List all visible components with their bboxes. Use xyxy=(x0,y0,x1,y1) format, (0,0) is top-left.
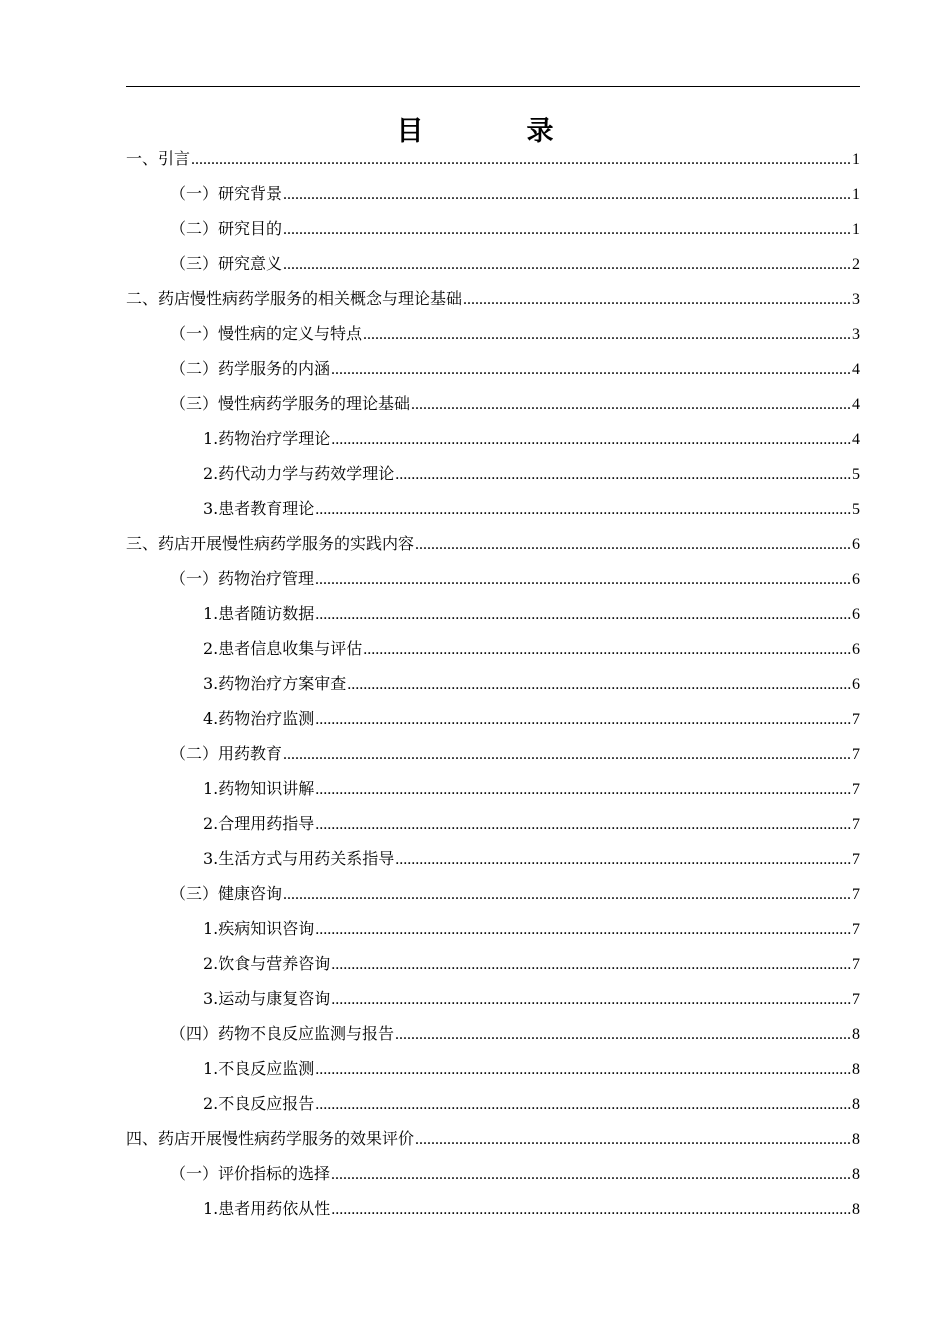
dot-leader xyxy=(363,317,851,352)
toc-entry-text: （一）慢性病的定义与特点 xyxy=(170,324,363,343)
toc-page-number: 7 xyxy=(852,816,860,833)
toc-page-number: 7 xyxy=(852,746,860,763)
toc-page-number: 7 xyxy=(852,851,860,868)
toc-entry-level-2[interactable] xyxy=(126,561,860,596)
toc-page-number: 6 xyxy=(852,571,860,588)
toc-entry-level-2[interactable] xyxy=(126,246,860,281)
toc-entry-text: 3.药物治疗方案审查 xyxy=(203,674,347,693)
toc-entry-level-2[interactable] xyxy=(126,736,860,771)
dot-leader xyxy=(315,1052,851,1087)
dot-leader xyxy=(331,352,851,387)
toc-entry-text: （三）研究意义 xyxy=(170,254,283,273)
toc-entry-text: （二）用药教育 xyxy=(170,744,283,763)
toc-entry-text: 1.不良反应监测 xyxy=(203,1059,315,1078)
toc-entry-level-3[interactable] xyxy=(126,491,860,526)
toc-entry-level-3[interactable] xyxy=(126,806,860,841)
dot-leader xyxy=(411,387,851,422)
toc-page-number: 7 xyxy=(852,711,860,728)
toc-page-number: 6 xyxy=(852,536,860,553)
dot-leader xyxy=(191,142,851,177)
dot-leader xyxy=(331,947,851,982)
toc-entry-text: 1.药物治疗学理论 xyxy=(203,429,331,448)
toc-page-number: 7 xyxy=(852,921,860,938)
toc-entry-level-3[interactable] xyxy=(126,1191,860,1226)
toc-entry-text: 三、药店开展慢性病药学服务的实践内容 xyxy=(126,534,415,553)
dot-leader xyxy=(331,1192,851,1227)
dot-leader xyxy=(283,877,851,912)
toc-page-number: 5 xyxy=(852,466,860,483)
toc-page-number: 8 xyxy=(852,1026,860,1043)
toc-entry-text: （一）药物治疗管理 xyxy=(170,569,315,588)
dot-leader xyxy=(315,562,851,597)
dot-leader xyxy=(283,247,851,282)
toc-entry-text: 四、药店开展慢性病药学服务的效果评价 xyxy=(126,1129,415,1148)
toc-entry-level-2[interactable] xyxy=(126,386,860,421)
dot-leader xyxy=(315,912,851,947)
toc-entry-level-3[interactable] xyxy=(126,911,860,946)
toc-entry-text: （三）健康咨询 xyxy=(170,884,283,903)
toc-entry-level-3[interactable] xyxy=(126,666,860,701)
dot-leader xyxy=(315,492,851,527)
toc-page-number: 2 xyxy=(852,256,860,273)
toc-page-number: 6 xyxy=(852,606,860,623)
toc-entry-level-3[interactable] xyxy=(126,421,860,456)
toc-entry-level-3[interactable] xyxy=(126,456,860,491)
toc-page-number: 1 xyxy=(852,221,860,238)
dot-leader xyxy=(315,597,851,632)
toc-entry-level-2[interactable] xyxy=(126,211,860,246)
toc-entry-text: （三）慢性病药学服务的理论基础 xyxy=(170,394,411,413)
toc-page-number: 7 xyxy=(852,781,860,798)
dot-leader xyxy=(283,737,851,772)
toc-entry-text: 4.药物治疗监测 xyxy=(203,709,315,728)
toc-entry-text: 3.患者教育理论 xyxy=(203,499,315,518)
toc-entry-level-1[interactable] xyxy=(126,1121,860,1156)
toc-entry-text: 二、药店慢性病药学服务的相关概念与理论基础 xyxy=(126,289,463,308)
toc-entry-text: （一）研究背景 xyxy=(170,184,283,203)
dot-leader xyxy=(315,772,851,807)
toc-page-number: 7 xyxy=(852,991,860,1008)
dot-leader xyxy=(315,807,851,842)
toc-page-number: 3 xyxy=(852,326,860,343)
toc-page-number: 1 xyxy=(852,151,860,168)
toc-entry-text: 1.患者随访数据 xyxy=(203,604,315,623)
dot-leader xyxy=(463,282,851,317)
toc-page-number: 1 xyxy=(852,186,860,203)
toc-entry-text: （一）评价指标的选择 xyxy=(170,1164,331,1183)
toc-page-number: 6 xyxy=(852,641,860,658)
toc-entry-text: 1.患者用药依从性 xyxy=(203,1199,331,1218)
toc-entry-text: 3.运动与康复咨询 xyxy=(203,989,331,1008)
toc-entry-level-1[interactable] xyxy=(126,141,860,176)
toc-entry-level-3[interactable] xyxy=(126,1086,860,1121)
toc-page-number: 7 xyxy=(852,956,860,973)
toc-entry-level-2[interactable] xyxy=(126,351,860,386)
toc-entry-level-3[interactable] xyxy=(126,631,860,666)
toc-entry-level-3[interactable] xyxy=(126,981,860,1016)
toc-page-number: 6 xyxy=(852,676,860,693)
toc-entry-level-3[interactable] xyxy=(126,841,860,876)
toc-entry-level-3[interactable] xyxy=(126,771,860,806)
toc-page-number: 8 xyxy=(852,1061,860,1078)
dot-leader xyxy=(331,422,851,457)
toc-entry-level-3[interactable] xyxy=(126,596,860,631)
dot-leader xyxy=(395,842,851,877)
toc-entry-text: 2.不良反应报告 xyxy=(203,1094,315,1113)
dot-leader xyxy=(395,457,851,492)
dot-leader xyxy=(283,177,851,212)
toc-entry-level-2[interactable] xyxy=(126,176,860,211)
toc-entry-text: （四）药物不良反应监测与报告 xyxy=(170,1024,395,1043)
toc-page-number: 4 xyxy=(852,361,860,378)
toc-entry-level-2[interactable] xyxy=(126,876,860,911)
toc-entry-text: 2.饮食与营养咨询 xyxy=(203,954,331,973)
dot-leader xyxy=(347,667,851,702)
toc-entry-text: 2.患者信息收集与评估 xyxy=(203,639,363,658)
toc-entry-level-1[interactable] xyxy=(126,526,860,561)
toc-entry-level-3[interactable] xyxy=(126,701,860,736)
dot-leader xyxy=(415,1122,851,1157)
toc-entry-text: （二）研究目的 xyxy=(170,219,283,238)
toc-page-number: 5 xyxy=(852,501,860,518)
toc-entry-level-2[interactable] xyxy=(126,316,860,351)
toc-entry-text: （二）药学服务的内涵 xyxy=(170,359,331,378)
dot-leader xyxy=(331,1157,851,1192)
toc-page-number: 8 xyxy=(852,1096,860,1113)
toc-page-number: 3 xyxy=(852,291,860,308)
table-of-contents xyxy=(126,141,860,1226)
toc-page-number: 7 xyxy=(852,886,860,903)
page-title: 目 录 xyxy=(396,116,592,147)
toc-entry-text: 2.药代动力学与药效学理论 xyxy=(203,464,395,483)
toc-page-number: 4 xyxy=(852,431,860,448)
toc-page-number: 8 xyxy=(852,1166,860,1183)
header-rule xyxy=(126,86,860,87)
toc-entry-text: 一、引言 xyxy=(126,149,191,168)
dot-leader xyxy=(315,702,851,737)
dot-leader xyxy=(283,212,851,247)
dot-leader xyxy=(415,527,851,562)
toc-entry-level-3[interactable] xyxy=(126,946,860,981)
dot-leader xyxy=(395,1017,851,1052)
dot-leader xyxy=(315,1087,851,1122)
toc-page-number: 4 xyxy=(852,396,860,413)
toc-entry-level-2[interactable] xyxy=(126,1016,860,1051)
dot-leader xyxy=(363,632,851,667)
toc-entry-text: 3.生活方式与用药关系指导 xyxy=(203,849,395,868)
dot-leader xyxy=(331,982,851,1017)
toc-page-number: 8 xyxy=(852,1131,860,1148)
toc-entry-text: 1.药物知识讲解 xyxy=(203,779,315,798)
toc-entry-level-3[interactable] xyxy=(126,1051,860,1086)
toc-entry-level-1[interactable] xyxy=(126,281,860,316)
toc-entry-level-2[interactable] xyxy=(126,1156,860,1191)
toc-entry-text: 2.合理用药指导 xyxy=(203,814,315,833)
toc-page-number: 8 xyxy=(852,1201,860,1218)
toc-entry-text: 1.疾病知识咨询 xyxy=(203,919,315,938)
